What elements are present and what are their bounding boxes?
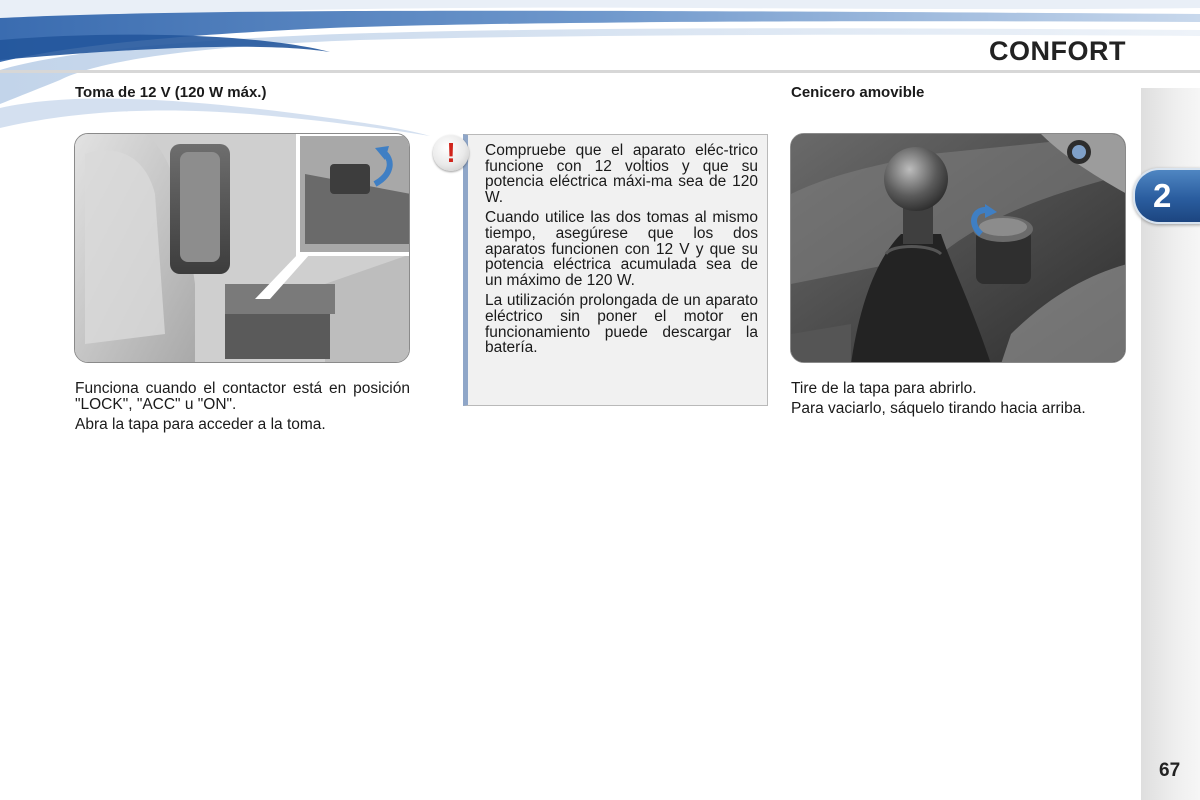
right-paragraph: Tire de la tapa para abrirlo. — [791, 380, 977, 397]
chapter-tab[interactable] — [1133, 168, 1200, 224]
page-number: 67 — [1159, 760, 1181, 781]
warning-icon — [433, 135, 469, 171]
power-socket-illustration — [74, 133, 410, 363]
header-swoosh — [0, 0, 1200, 150]
warning-paragraph: La utilización prolongada de un aparato eléctrico sin poner el motor en funcionamiento puede descargar la batería. — [485, 292, 758, 357]
exclamation-icon: ! — [446, 137, 456, 168]
left-paragraph: Funciona cuando el contactor está en posición "LOCK", "ACC" u "ON". — [75, 380, 410, 413]
armrest-socket-drawing — [75, 134, 410, 363]
right-paragraph: Para vaciarlo, sáquelo tirando hacia arriba. — [791, 400, 1086, 417]
warning-text — [485, 143, 758, 361]
page-header — [0, 0, 1200, 150]
warning-paragraph: Cuando utilice las dos tomas al mismo tiempo, asegúrese que los dos aparatos funcionen con 12 V y que su potencia eléctrica acumulada sea de un máximo de 120 W. — [485, 209, 758, 289]
left-section-heading: Toma de 12 V (120 W máx.) — [75, 84, 267, 101]
right-section-text — [791, 381, 1126, 421]
left-section-text — [75, 381, 410, 437]
ashtray-illustration — [790, 133, 1126, 363]
warning-paragraph: Compruebe que el aparato eléc-trico funcione con 12 voltios y que su potencia eléctrica máxi-ma sea de 120 W. — [485, 142, 758, 206]
page-title: CONFORT — [989, 36, 1126, 66]
chapter-number: 2 — [1153, 177, 1172, 214]
gear-ashtray-drawing — [791, 134, 1126, 363]
right-section-heading: Cenicero amovible — [791, 84, 925, 101]
left-paragraph: Abra la tapa para acceder a la toma. — [75, 416, 326, 433]
